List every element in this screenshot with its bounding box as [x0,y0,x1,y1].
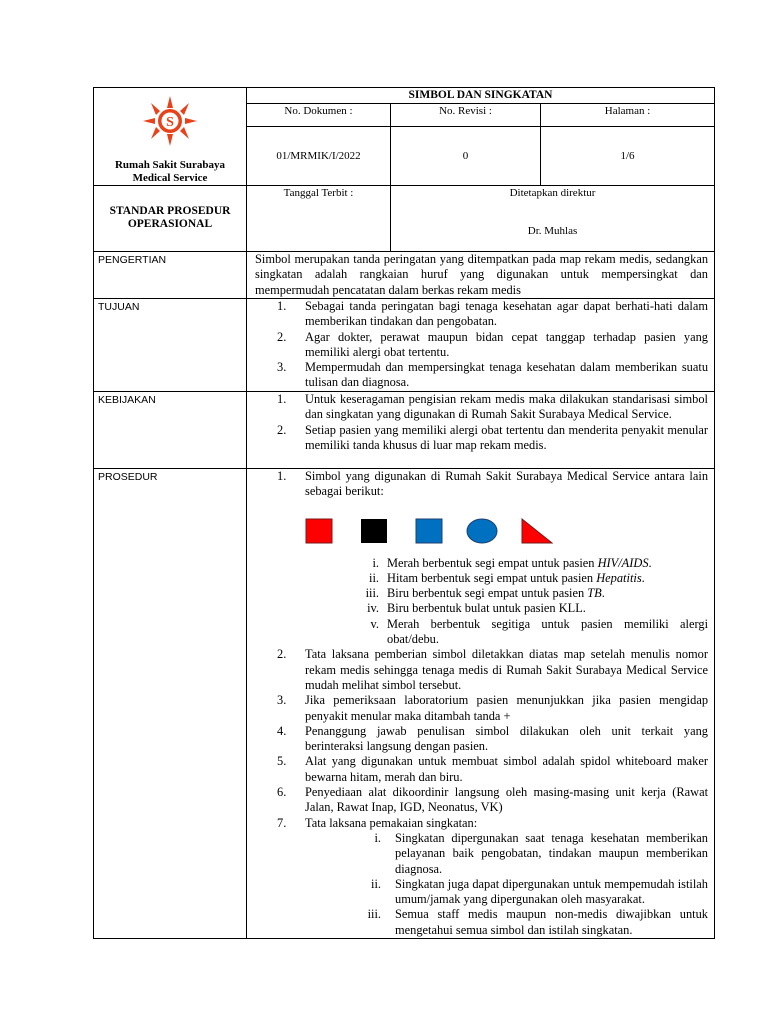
logo-cell [94,88,247,186]
prosedur-content [247,469,715,939]
no-dokumen-label: No. Dokumen : [247,103,391,126]
hospital-logo-sun-icon [143,96,197,146]
list-item: i. Singkatan dipergunakan saat tenaga kesehatan memberikan pelayanan baik pengobatan, tindakan maupun memberikan diagnosa. [374,830,709,876]
list-item: iii. Biru berbentuk segi empat untuk pasien TB. [365,586,605,601]
list-item: 1. Simbol yang digunakan di Rumah Sakit Surabaya Medical Service antara lain sebagai berikut: i. Merah berbentuk segi empat untuk pasien HIV/AIDS. ii. Hitam berbentuk segi empat untuk pasien Hepatitis. iii. Biru berbentuk segi empat untuk pasien TB. iv. Biru berbentuk bulat untuk pasien KLL. v. Merah berbentuk segitiga untuk pasien memiliki alergi obat/debu. [277,469,709,647]
kebijakan-content [247,392,715,469]
list-item: 4. Penanggung jawab penulisan simbol dilakukan oleh unit terkait yang berinteraksi langsung dengan pasien. [277,723,709,754]
list-item: 5. Alat yang digunakan untuk membuat simbol adalah spidol whiteboard maker bewarna hitam, merah dan biru. [277,754,709,784]
list-item: 2. Agar dokter, perawat maupun bidan cepat tanggap terhadap pasien yang memiliki alergi obat tertentu. [277,329,709,359]
no-dokumen-value: 01/MRMIK/I/2022 [247,126,391,185]
hospital-name: Rumah Sakit Surabaya Medical Service [114,159,226,184]
pengertian-label: PENGERTIAN [94,252,247,299]
ditetapkan-label: Ditetapkan direktur [509,187,596,199]
sop-label-text: STANDAR PROSEDUR OPERASIONAL [109,205,231,230]
sop-label [94,186,247,252]
list-item: 1. Sebagai tanda peringatan bagi tenaga kesehatan agar dapat berhati-hati dalam memberikan tindakan dan pengobatan. [277,299,709,329]
document-title: SIMBOL DAN SINGKATAN [247,88,715,104]
symbol-legend [305,500,708,546]
list-item: 2. Setiap pasien yang memiliki alergi obat tertentu dan menderita penyakit menular memiliki tanda khusus di luar map rekam medis. [277,422,709,452]
list-item: 6. Penyediaan alat dikoordinir langsung oleh masing-masing unit kerja (Rawat Jalan, Rawat Inap, IGD, Neonatus, VK) [277,785,709,815]
list-item: 3. Mempermudah dan mempersingkat tenaga kesehatan dalam memberikan suatu tulisan dan diagnosa. [277,360,709,390]
black-square-icon [360,518,388,544]
prosedur-label: PROSEDUR [94,469,247,939]
list-item: 1. Untuk keseragaman pengisian rekam medis maka dilakukan standarisasi simbol dan singkatan yang digunakan di Rumah Sakit Surabaya Medical Service. [277,392,709,422]
list-item: 2. Tata laksana pemberian simbol diletakkan diatas map setelah menulis nomor rekam medis sehingga tenaga medis di Rumah Sakit Surabaya Medical Service mudah melihat simbol tersebut. [277,647,709,692]
tujuan-label: TUJUAN [94,299,247,392]
director-name: Dr. Muhlas [527,225,578,237]
list-item: iii. Semua staff medis maupun non-medis diwajibkan untuk mengetahui semua simbol dan istilah singkatan. [367,907,709,937]
logo-letter: S [166,115,174,130]
no-revisi-value: 0 [391,126,541,185]
tujuan-content [247,299,715,392]
halaman-label: Halaman : [541,103,715,126]
list-item: v. Merah berbentuk segitiga untuk pasien memiliki alergi obat/debu. [370,616,709,647]
sop-table [93,87,715,939]
sop-document [93,87,714,939]
no-revisi-label: No. Revisi : [391,103,541,126]
list-item: i. Merah berbentuk segi empat untuk pasien HIV/AIDS. [372,555,652,570]
red-square-icon [305,518,333,544]
tanggal-terbit-label: Tanggal Terbit : [247,186,391,252]
halaman-value: 1/6 [541,126,715,185]
kebijakan-label: KEBIJAKAN [94,392,247,469]
ditetapkan-cell [391,186,715,252]
list-item: ii. Hitam berbentuk segi empat untuk pasien Hepatitis. [369,570,645,585]
list-item: ii. Singkatan juga dapat dipergunakan untuk mempemudah istilah umum/jamak yang dipergunakan oleh masyarakat. [371,876,709,907]
blue-square-icon [415,518,443,544]
list-item: iv. Biru berbentuk bulat untuk pasien KLL. [367,601,586,616]
list-item: 7. Tata laksana pemakaian singkatan: i. Singkatan dipergunakan saat tenaga kesehatan memberikan pelayanan baik pengobatan, tindakan maupun memberikan diagnosa. ii. Singkatan juga dapat dipergunakan untuk mempemudah istilah umum/jamak yang dipergunakan oleh masyarakat. iii. Semua staff medis maupun non-medis diwajibkan untuk mengetahui semua simbol dan istilah singkatan. [277,815,709,937]
red-triangle-icon [521,518,553,544]
pengertian-text: Simbol merupakan tanda peringatan yang ditempatkan pada map rekam medis, sedangkan singkatan adalah rangkaian huruf yang digunakan untuk mempersingkat dan mempermudah pencatatan dalam berkas rekam medis [247,252,715,299]
list-item: 3. Jika pemeriksaan laboratorium pasien menunjukkan jika pasien mengidap penyakit menular maka ditambah tanda + [277,693,709,723]
blue-circle-icon [466,518,498,544]
